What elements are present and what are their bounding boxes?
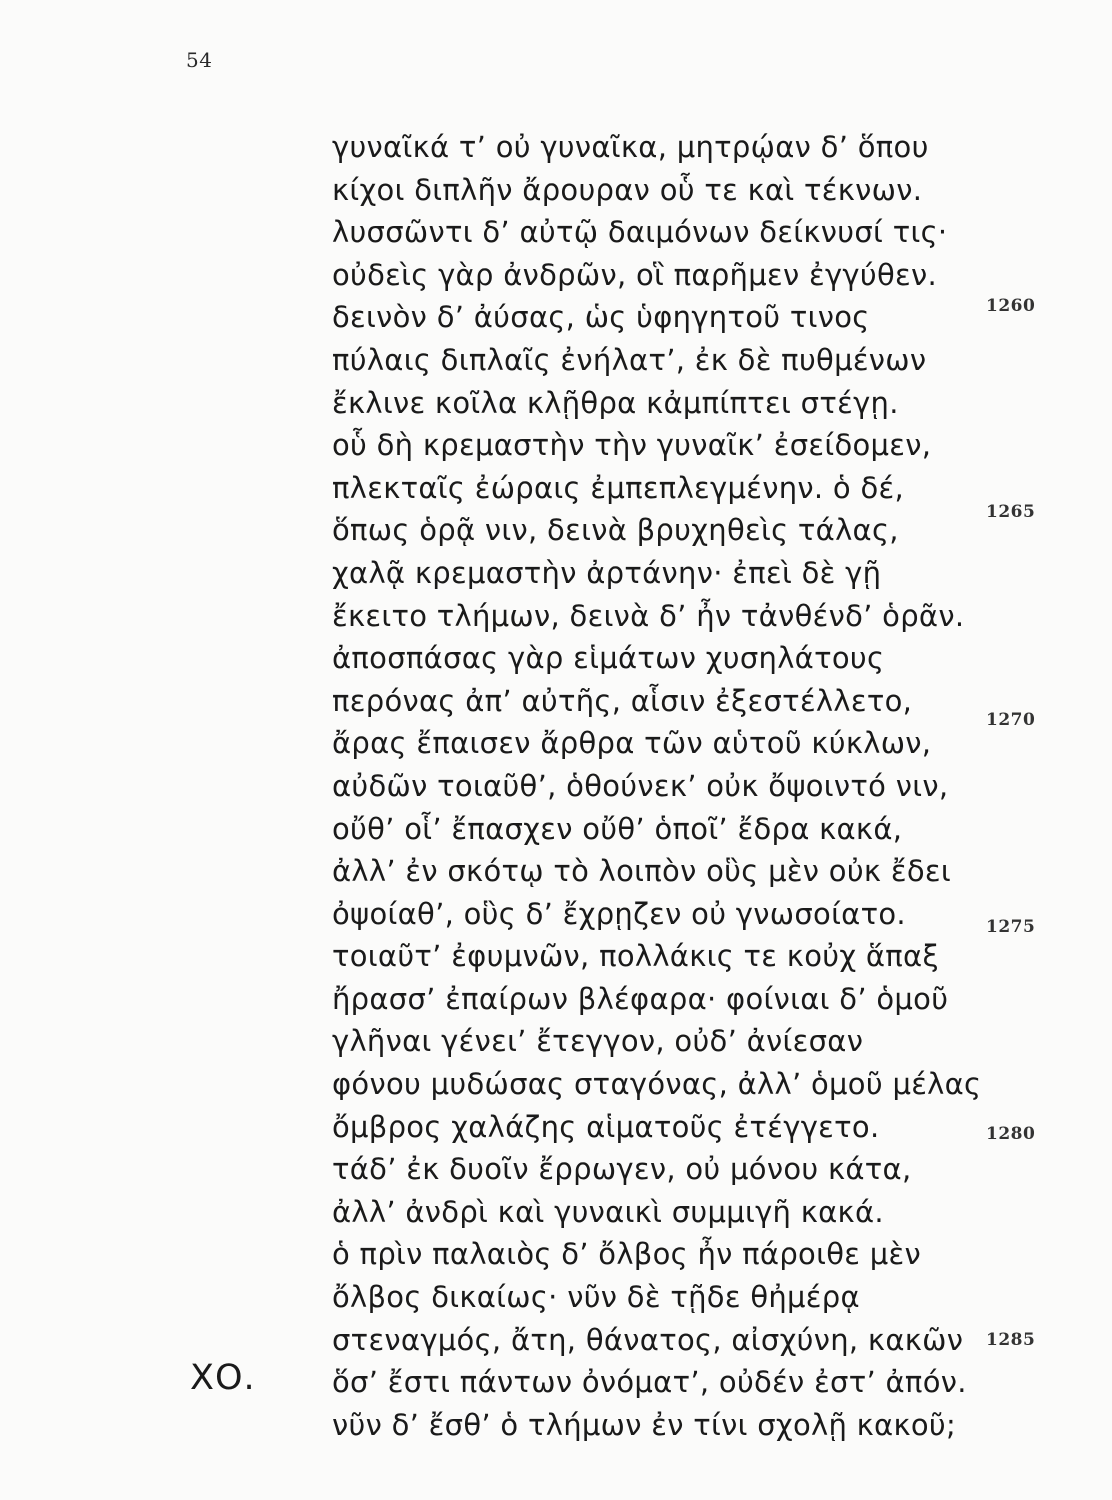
verse-line: τάδ’ ἐκ δυοῖν ἔρρωγεν, οὐ μόνου κάτα, (332, 1152, 912, 1187)
line-number: 1270 (986, 710, 1036, 730)
verse-line: αὐδῶν τοιαῦθ’, ὁθούνεκ’ οὐκ ὄψοιντό νιν, (332, 768, 949, 803)
verse-line: πλεκταῖς ἐώραις ἐμπεπλεγμένην. ὁ δέ, (332, 470, 905, 505)
verse-line: οὗ δὴ κρεμαστὴν τὴν γυναῖκ’ ἐσείδομεν, (332, 428, 932, 463)
verse-line: τοιαῦτ’ ἐφυμνῶν, πολλάκις τε κοὐχ ἅπαξ (332, 939, 939, 974)
verse-line: ἔκειτο τλήμων, δεινὰ δ’ ἦν τἀνθένδ’ ὁρᾶν. (332, 598, 965, 633)
verse-line: λυσσῶντι δ’ αὐτῷ δαιμόνων δείκνυσί τις· (332, 215, 948, 250)
line-number: 1260 (986, 296, 1036, 316)
verse-line: γυναῖκά τ’ οὐ γυναῖκα, μητρῴαν δ’ ὅπου (332, 130, 929, 164)
verse-line: ὅσ’ ἔστι πάντων ὀνόματ’, οὐδέν ἐστ’ ἀπόν. (332, 1365, 967, 1400)
page-number: 54 (186, 48, 213, 72)
verse-line: στεναγμός, ἄτη, θάνατος, αἰσχύνη, κακῶν (332, 1322, 964, 1357)
line-number: 1265 (986, 502, 1036, 522)
verse-line: νῦν δ’ ἔσθ’ ὁ τλήμων ἐν τίνι σχολῇ κακοῦ; (332, 1407, 957, 1442)
verse-line: ἔκλινε κοῖλα κλῇθρα κἀμπίπτει στέγῃ. (332, 385, 899, 420)
verse-line: οὔθ’ οἷ’ ἔπασχεν οὔθ’ ὁποῖ’ ἔδρα κακά, (332, 811, 903, 846)
verse-line: χαλᾷ κρεμαστὴν ἀρτάνην· ἐπεὶ δὲ γῇ (332, 555, 882, 590)
verse-line: ὁ πρὶν παλαιὸς δ’ ὄλβος ἦν πάροιθε μὲν (332, 1237, 921, 1272)
verse-line: ὄμβρος χαλάζης αἱματοῦς ἐτέγγετο. (332, 1109, 880, 1144)
line-number: 1275 (986, 917, 1036, 937)
speaker-label: ΧΟ. (190, 1358, 256, 1398)
verse-line: γλῆναι γένει’ ἔτεγγον, οὐδ’ ἀνίεσαν (332, 1024, 864, 1059)
verse-line: κίχοι διπλῆν ἄρουραν οὗ τε καὶ τέκνων. (332, 172, 923, 207)
verse-line: ἀποσπάσας γὰρ εἱμάτων χυσηλάτους (332, 641, 885, 676)
verse-block (332, 126, 982, 1446)
verse-line: οὐδεὶς γὰρ ἀνδρῶν, οἳ παρῆμεν ἐγγύθεν. (332, 257, 937, 292)
verse-line: ὅπως ὁρᾷ νιν, δεινὰ βρυχηθεὶς τάλας, (332, 513, 899, 548)
line-number: 1285 (986, 1330, 1036, 1350)
verse-line: ὀψοίαθ’, οὓς δ’ ἔχρῃζεν οὐ γνωσοίατο. (332, 896, 906, 931)
verse-line: πύλαις διπλαῖς ἐνήλατ’, ἐκ δὲ πυθμένων (332, 342, 927, 377)
line-number: 1280 (986, 1124, 1036, 1144)
verse-line: ἤρασσ’ ἐπαίρων βλέφαρα· φοίνιαι δ’ ὁμοῦ (332, 981, 949, 1016)
verse-line: φόνου μυδώσας σταγόνας, ἀλλ’ ὁμοῦ μέλας (332, 1067, 982, 1102)
verse-line: ἄρας ἔπαισεν ἄρθρα τῶν αὑτοῦ κύκλων, (332, 726, 932, 761)
verse-line: ἀλλ’ ἀνδρὶ καὶ γυναικὶ συμμιγῆ κακά. (332, 1194, 884, 1229)
verse-line: ὄλβος δικαίως· νῦν δὲ τῇδε θἠμέρᾳ (332, 1280, 860, 1315)
verse-line: περόνας ἀπ’ αὐτῆς, αἷσιν ἐξεστέλλετο, (332, 683, 913, 718)
verse-line: δεινὸν δ’ ἀύσας, ὡς ὑφηγητοῦ τινος (332, 300, 870, 335)
verse-line: ἀλλ’ ἐν σκότῳ τὸ λοιπὸν οὓς μὲν οὐκ ἔδει (332, 854, 951, 889)
